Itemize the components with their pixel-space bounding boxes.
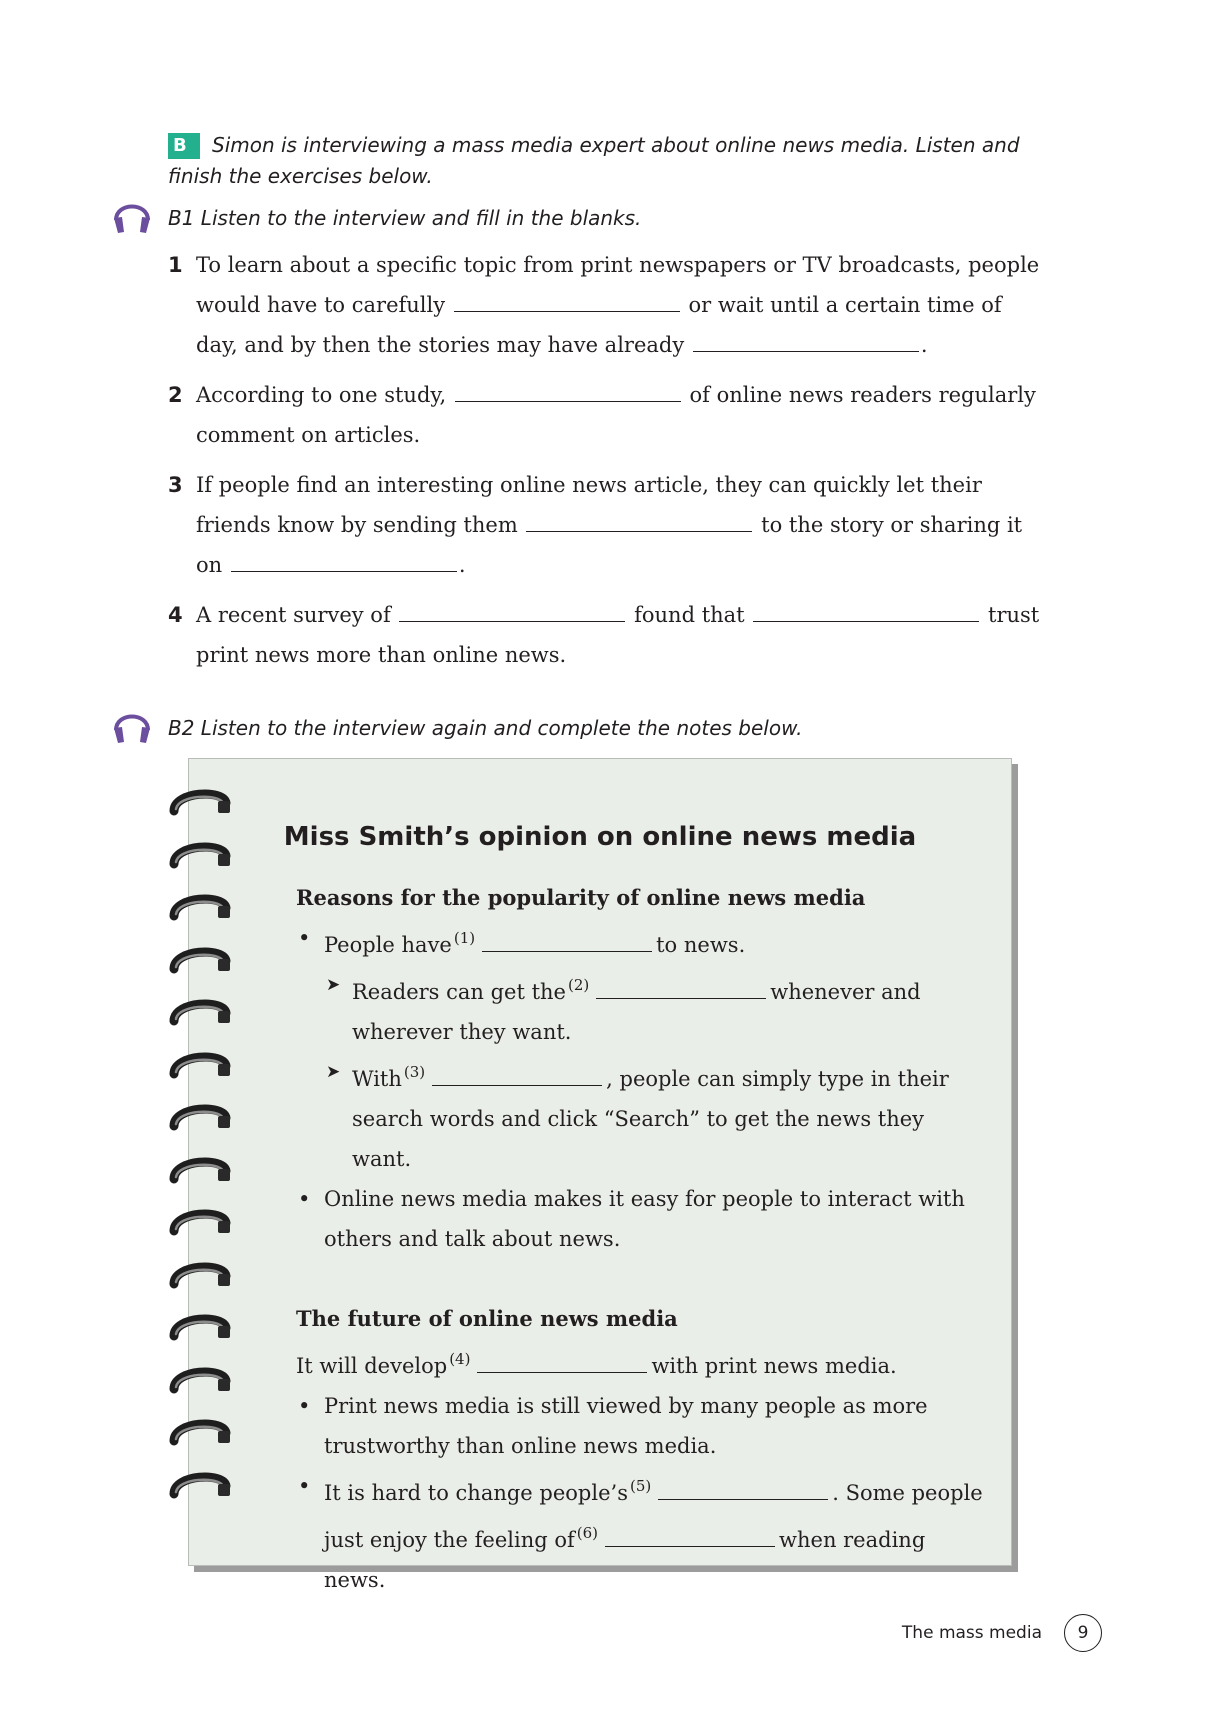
blank-number: (5) (629, 1477, 652, 1495)
note-text: Readers can get the (352, 980, 566, 1004)
answer-blank[interactable] (432, 1061, 602, 1086)
spiral-ring (168, 943, 232, 981)
answer-blank[interactable] (605, 1522, 775, 1547)
section-instruction (168, 130, 1038, 192)
blank-number: (3) (403, 1063, 426, 1081)
question-text: To learn about a specific topic from print newspapers or TV broadcasts, people would have to carefully (196, 253, 1040, 317)
note-text: when reading news. (324, 1528, 926, 1592)
blank-number: (6) (576, 1524, 599, 1542)
headphones-icon (110, 702, 154, 746)
chapter-title: The mass media (901, 1623, 1042, 1643)
spiral-ring (168, 785, 232, 823)
spacer (296, 1259, 986, 1299)
note-line (296, 1339, 986, 1386)
note-text: With (352, 1067, 402, 1091)
question-number: 1 (168, 253, 183, 277)
notes-heading: The future of online news media (296, 1306, 678, 1331)
section-instruction-text: Simon is interviewing a mass media expert about online news media. Listen and finish the exercises below. (168, 133, 1020, 188)
spiral-ring (168, 1363, 232, 1401)
note-text: It is hard to change people’s (324, 1481, 628, 1505)
note-text: , people can simply type in their search words and click “Search” to get the news they want. (352, 1067, 949, 1171)
answer-blank[interactable] (477, 1348, 647, 1373)
spiral-ring (168, 995, 232, 1033)
b1-instruction: B1 Listen to the interview and fill in the blanks. (168, 206, 642, 230)
note-subitem (296, 1052, 986, 1179)
spiral-ring (168, 1048, 232, 1086)
answer-blank[interactable] (455, 377, 681, 402)
answer-blank[interactable] (231, 547, 457, 572)
note-item: • Online news media makes it easy for people to interact with others and talk about news. (296, 1179, 986, 1259)
question-text: trust print news more than online news. (196, 603, 1040, 667)
spiral-ring (168, 1100, 232, 1138)
question-number: 4 (168, 603, 183, 627)
question-number: 2 (168, 383, 183, 407)
question-3 (168, 465, 1048, 585)
question-text: or wait until a certain time of day, and by then the stories may have already (196, 293, 1002, 357)
page-number: 9 (1064, 1614, 1102, 1652)
b2-instruction: B2 Listen to the interview again and complete the notes below. (168, 716, 803, 740)
arrow-bullet-icon: ➤ (326, 975, 341, 995)
question-4 (168, 595, 1048, 675)
note-text: with print news media. (651, 1354, 897, 1378)
spiral-ring (168, 1258, 232, 1296)
blank-number: (2) (567, 976, 590, 994)
page-footer (902, 1614, 1102, 1652)
spiral-ring (168, 1415, 232, 1453)
spiral-ring (168, 890, 232, 928)
spiral-ring (168, 1153, 232, 1191)
notebook-spiral-binding (168, 785, 238, 1545)
headphones-icon (110, 192, 154, 236)
note-text: . Some people (832, 1481, 983, 1505)
note-item: • Print news media is still viewed by many people as more trustworthy than online news media. (296, 1386, 986, 1466)
note-text: People have (324, 933, 452, 957)
note-text: whenever and wherever they want. (352, 980, 921, 1044)
notebook-notes (296, 878, 986, 1600)
answer-blank[interactable] (658, 1475, 828, 1500)
question-number: 3 (168, 473, 183, 497)
note-subitem (296, 965, 986, 1052)
blank-number: (1) (453, 929, 476, 947)
question-text: A recent survey of (196, 603, 391, 627)
arrow-bullet-icon: ➤ (326, 1062, 341, 1082)
note-text: just enjoy the feeling of (324, 1528, 575, 1552)
spiral-ring (168, 1310, 232, 1348)
section-letter-badge: B (168, 133, 200, 159)
b1-question-list (168, 245, 1048, 685)
note-text: to news. (656, 933, 746, 957)
note-text: It will develop (296, 1354, 448, 1378)
question-2 (168, 375, 1048, 455)
answer-blank[interactable] (454, 287, 680, 312)
question-1 (168, 245, 1048, 365)
question-text: According to one study, (196, 383, 447, 407)
question-text: . (458, 553, 466, 577)
question-text: of online news readers regularly comment on articles. (196, 383, 1036, 447)
spiral-ring (168, 1205, 232, 1243)
note-item (296, 918, 986, 965)
answer-blank[interactable] (693, 327, 919, 352)
notes-heading: Reasons for the popularity of online news media (296, 885, 866, 910)
answer-blank[interactable] (596, 974, 766, 999)
question-text: If people find an interesting online news article, they can quickly let their friends know by sending them (196, 473, 982, 537)
spiral-ring (168, 1468, 232, 1506)
note-item (296, 1466, 986, 1600)
answer-blank[interactable] (482, 927, 652, 952)
answer-blank[interactable] (753, 597, 979, 622)
blank-number: (4) (449, 1350, 471, 1368)
answer-blank[interactable] (526, 507, 752, 532)
question-text: . (920, 333, 928, 357)
notebook-title: Miss Smith’s opinion on online news media (283, 822, 917, 852)
question-text: found that (634, 603, 745, 627)
answer-blank[interactable] (399, 597, 625, 622)
question-text: to the story or sharing it on (196, 513, 1023, 577)
